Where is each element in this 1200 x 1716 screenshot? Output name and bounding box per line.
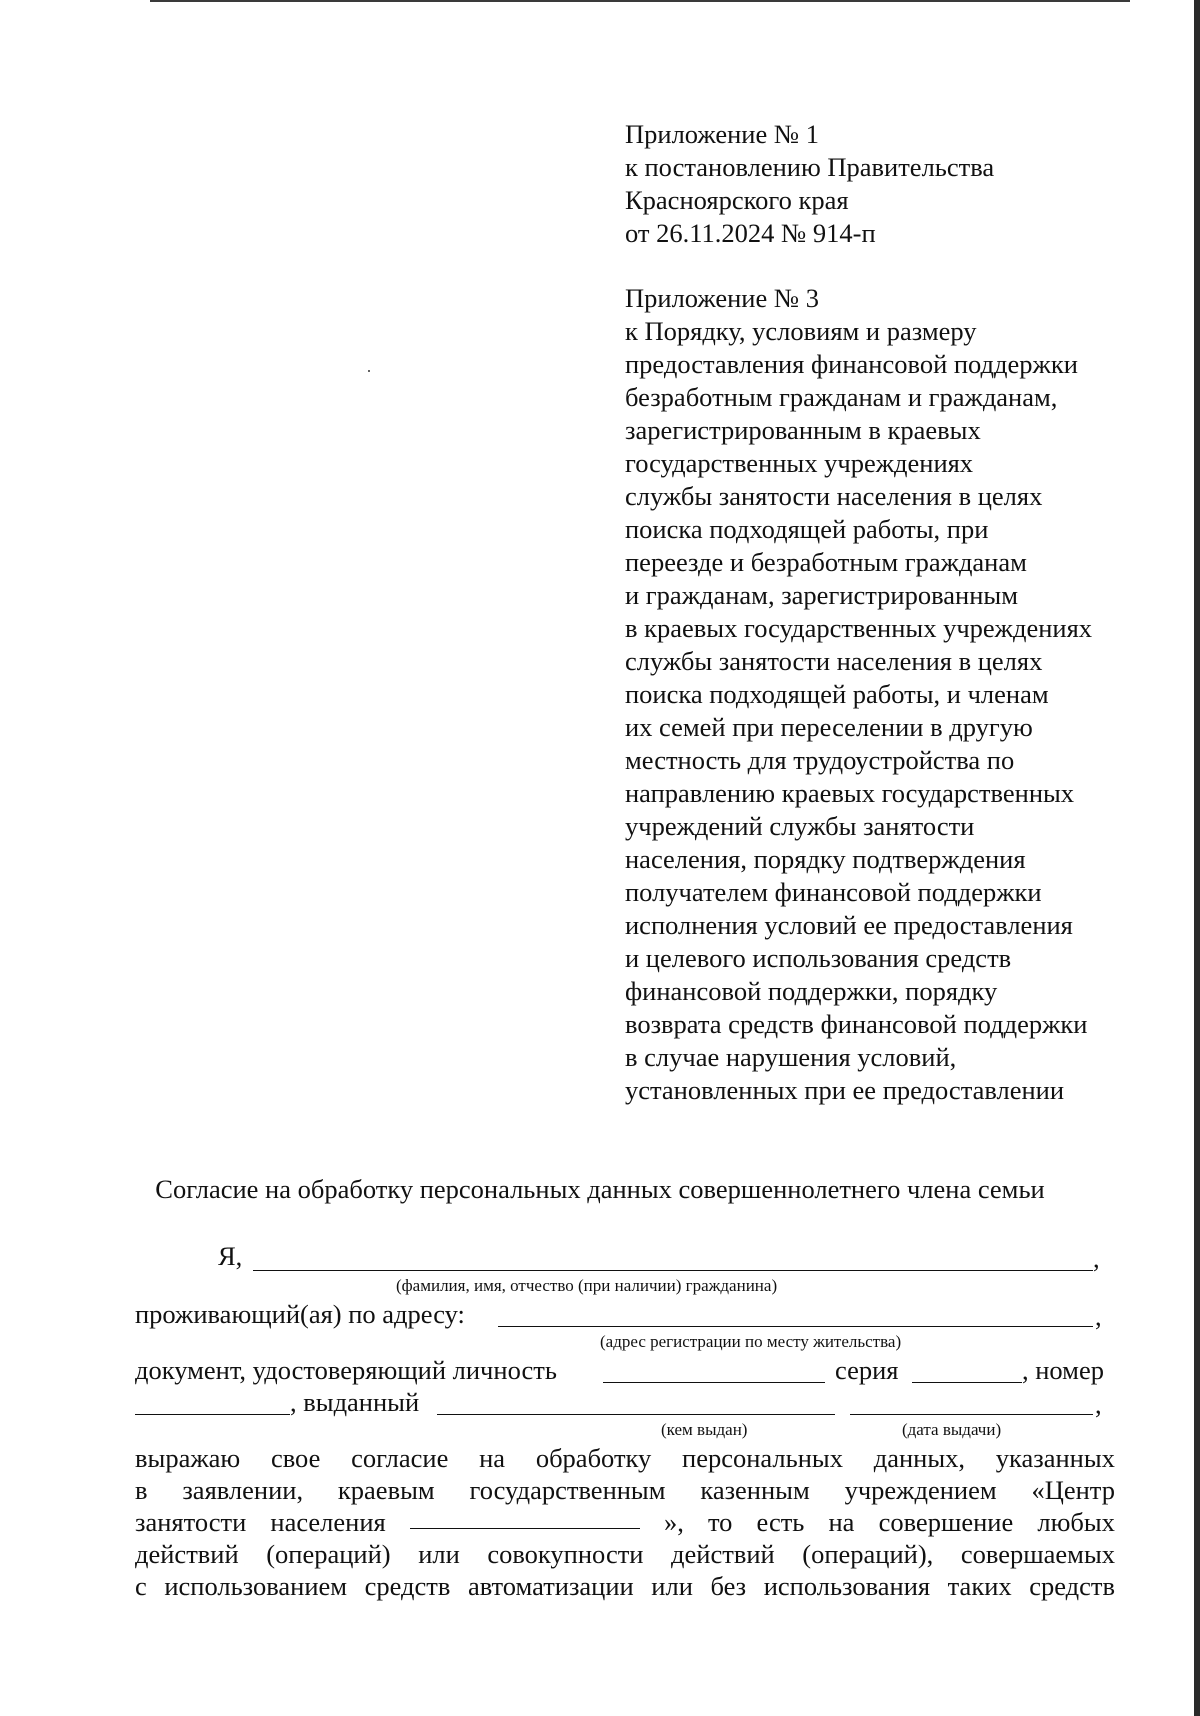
issued-by-caption: (кем выдан) <box>661 1420 748 1439</box>
employment-center-name-field[interactable] <box>410 1506 640 1529</box>
issue-date-caption: (дата выдачи) <box>902 1420 1002 1439</box>
annex-3-line: получателем финансовой поддержки <box>625 877 1042 907</box>
word: указанных <box>995 1443 1115 1473</box>
word: средств <box>364 1571 451 1601</box>
document-type-field[interactable] <box>603 1382 825 1383</box>
series-field[interactable] <box>912 1382 1022 1383</box>
address-label: проживающий(ая) по адресу: <box>135 1299 465 1329</box>
word: на <box>479 1443 506 1473</box>
annex-3-line: в краевых государственных учреждениях <box>625 613 1093 643</box>
annex-3-line: возврата средств финансовой поддержки <box>625 1009 1088 1039</box>
address-field[interactable] <box>498 1326 1093 1327</box>
word: «Центр <box>1031 1475 1115 1505</box>
annex-3-line: в случае нарушения условий, <box>625 1042 957 1072</box>
annex-3-line: службы занятости населения в целях <box>625 481 1043 511</box>
word: занятости <box>135 1507 247 1537</box>
body-line-2 <box>135 1474 1115 1506</box>
word: любых <box>1037 1507 1115 1537</box>
annex-3-block <box>625 282 1145 1107</box>
word: учреждением <box>844 1475 997 1505</box>
issue-date-field[interactable] <box>850 1414 1093 1415</box>
word: использованием <box>164 1571 348 1601</box>
body-line-1 <box>135 1442 1115 1474</box>
body-line-4 <box>135 1538 1115 1570</box>
word: казенным <box>700 1475 810 1505</box>
word: краевым <box>337 1475 435 1505</box>
scan-edge-top <box>150 0 1130 2</box>
word: есть <box>756 1507 805 1537</box>
annex-3-line: местность для трудоустройства по <box>625 745 1015 775</box>
scan-speck <box>368 370 370 372</box>
i-label: Я, <box>218 1241 243 1271</box>
word: действий <box>135 1539 239 1569</box>
body-line-3 <box>135 1506 1115 1538</box>
word: заявлении, <box>182 1475 304 1505</box>
annex-3-line: переезде и безработным гражданам <box>625 547 1027 577</box>
annex-3-line: зарегистрированным в краевых <box>625 415 981 445</box>
annex-3-line: учреждений службы занятости <box>625 811 975 841</box>
annex-3-line: Приложение № 3 <box>625 283 820 313</box>
name-field[interactable] <box>253 1270 1093 1271</box>
name-comma: , <box>1093 1243 1100 1273</box>
word: совершаемых <box>960 1539 1115 1569</box>
word: автоматизации <box>467 1571 634 1601</box>
word: совершение <box>878 1507 1014 1537</box>
annex-3-line: установленных при ее предоставлении <box>625 1075 1065 1105</box>
annex-3-line: финансовой поддержки, порядку <box>625 976 998 1006</box>
consent-body-paragraph <box>135 1442 1115 1602</box>
consent-title: Согласие на обработку персональных данных совершеннолетнего члена семьи <box>155 1174 1045 1204</box>
word: персональных <box>682 1443 843 1473</box>
annex-1-line: Красноярского края <box>625 185 849 215</box>
word: выражаю <box>135 1443 241 1473</box>
issued-by-field[interactable] <box>437 1414 835 1415</box>
word: данных, <box>873 1443 966 1473</box>
word: таких <box>947 1571 1012 1601</box>
word: без <box>710 1571 747 1601</box>
address-caption: (адрес регистрации по месту жительства) <box>600 1332 902 1351</box>
annex-3-line: и гражданам, зарегистрированным <box>625 580 1018 610</box>
word: государственным <box>469 1475 666 1505</box>
address-comma: , <box>1095 1301 1102 1331</box>
number-field[interactable] <box>135 1414 290 1415</box>
word: средств <box>1029 1571 1115 1601</box>
word: населения <box>270 1507 386 1537</box>
annex-3-line: населения, порядку подтверждения <box>625 844 1026 874</box>
word: с <box>135 1571 147 1601</box>
word: совокупности <box>487 1539 644 1569</box>
word: или <box>418 1539 460 1569</box>
word: », <box>663 1507 684 1537</box>
name-caption: (фамилия, имя, отчество (при наличии) гражданина) <box>396 1276 778 1295</box>
series-label: серия <box>835 1355 899 1385</box>
annex-3-line: и целевого использования средств <box>625 943 1012 973</box>
word: свое <box>270 1443 321 1473</box>
word: то <box>707 1507 733 1537</box>
word: на <box>828 1507 855 1537</box>
annex-3-line: исполнения условий ее предоставления <box>625 910 1073 940</box>
issued-comma: , <box>1095 1389 1102 1419</box>
scan-edge-right <box>1194 0 1200 1716</box>
issued-label: , выданный <box>290 1387 420 1417</box>
word: использования <box>763 1571 931 1601</box>
annex-3-line: поиска подходящей работы, при <box>625 514 989 544</box>
word: или <box>651 1571 693 1601</box>
annex-3-line: службы занятости населения в целях <box>625 646 1043 676</box>
annex-3-line: направлению краевых государственных <box>625 778 1075 808</box>
annex-3-line: к Порядку, условиям и размеру <box>625 316 977 346</box>
annex-3-line: государственных учреждениях <box>625 448 974 478</box>
annex-3-line: поиска подходящей работы, и членам <box>625 679 1049 709</box>
word: (операций) <box>266 1539 391 1569</box>
number-label: , номер <box>1022 1355 1104 1385</box>
word: обработку <box>535 1443 652 1473</box>
document-label: документ, удостоверяющий личность <box>135 1355 557 1385</box>
body-line-5 <box>135 1570 1115 1602</box>
word: согласие <box>351 1443 449 1473</box>
annex-1-block <box>625 118 1145 250</box>
annex-3-line: их семей при переселении в другую <box>625 712 1033 742</box>
annex-3-line: безработным гражданам и гражданам, <box>625 382 1058 412</box>
word: действий <box>671 1539 775 1569</box>
word: в <box>135 1475 148 1505</box>
annex-1-line: Приложение № 1 <box>625 119 820 149</box>
annex-3-line: предоставления финансовой поддержки <box>625 349 1078 379</box>
annex-1-line: от 26.11.2024 № 914-п <box>625 218 876 248</box>
annex-1-line: к постановлению Правительства <box>625 152 995 182</box>
word: (операций), <box>802 1539 934 1569</box>
